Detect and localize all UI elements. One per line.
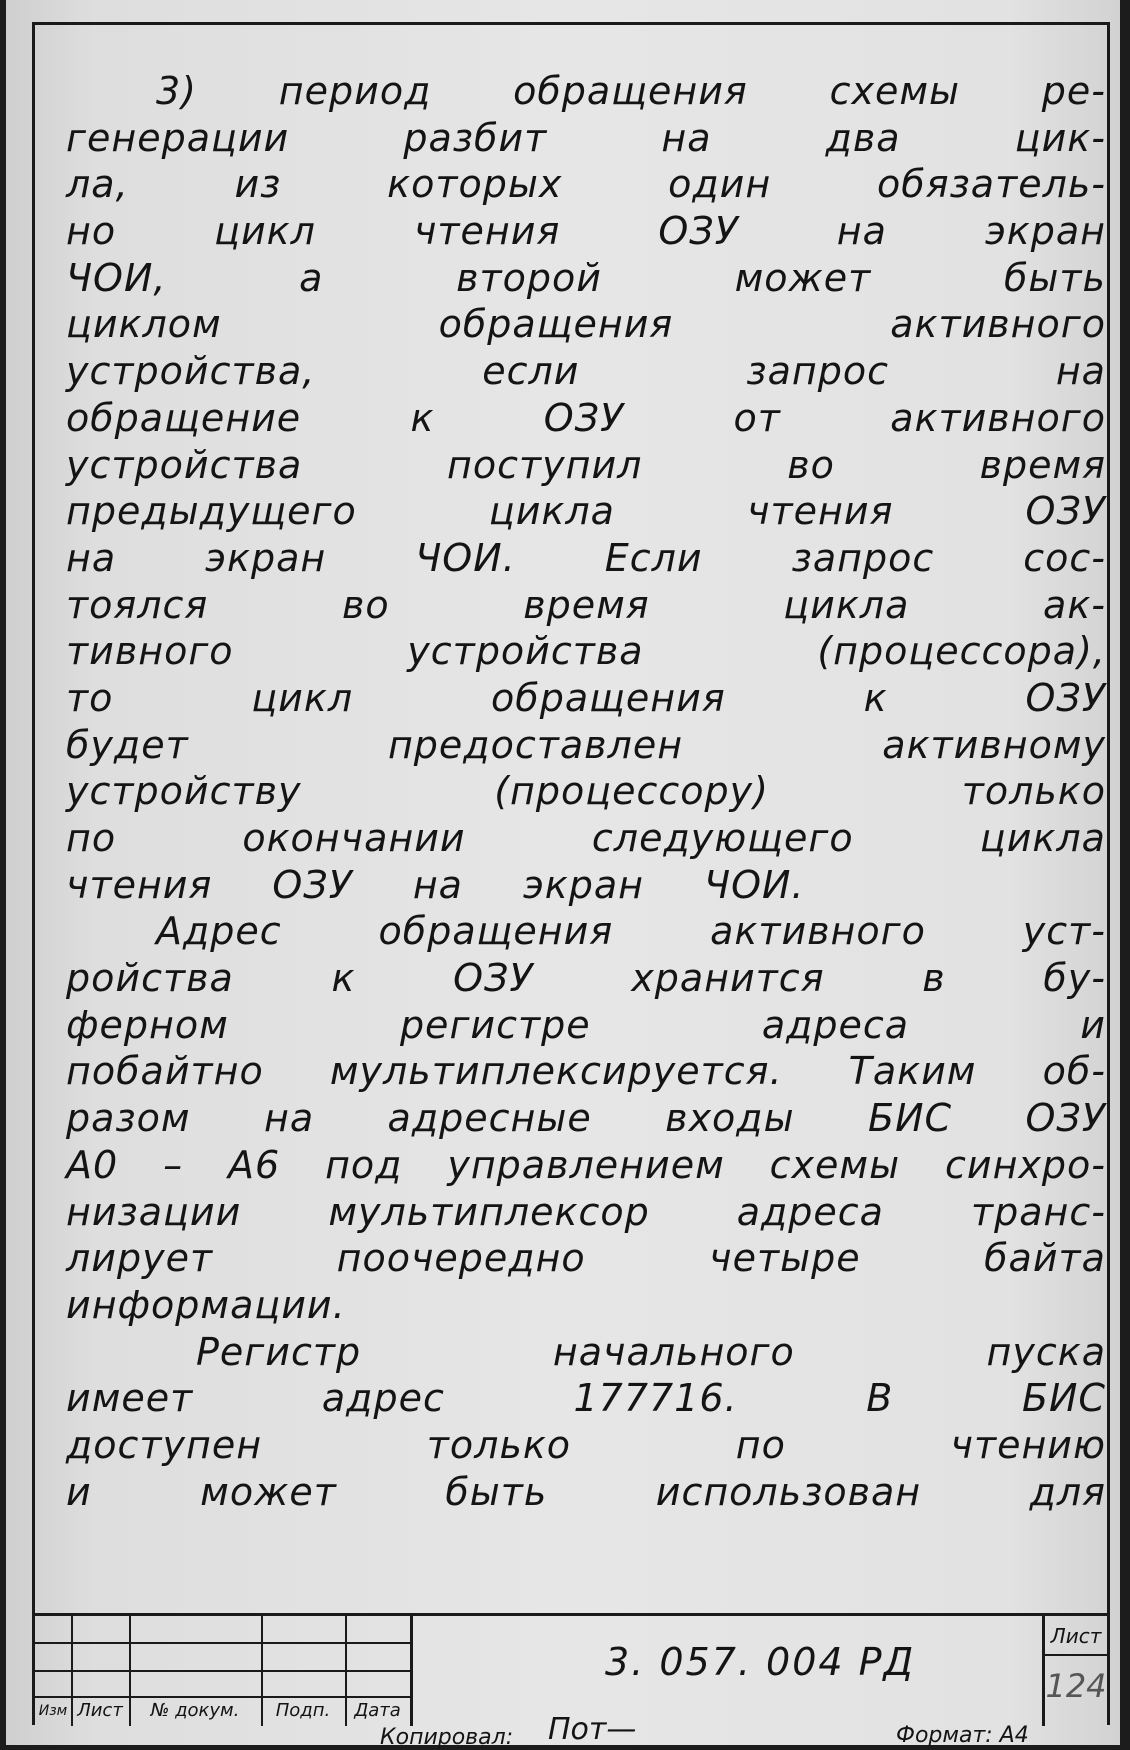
text-word: к: [863, 675, 888, 720]
text-word: чтения: [413, 209, 561, 254]
text-word: ОЗУ: [1025, 1096, 1106, 1141]
text-word: по: [66, 816, 117, 860]
text-line: [66, 1142, 1106, 1189]
text-word: 177716.: [573, 1376, 738, 1421]
text-word: тоялся: [66, 582, 209, 627]
text-word: устройства: [66, 442, 303, 487]
text-line: [66, 1282, 1106, 1329]
text-word: доступен: [66, 1422, 263, 1467]
text-line: [66, 1235, 1106, 1282]
sheet-number-box: [1042, 1616, 1107, 1726]
text-word: экран: [984, 209, 1106, 254]
text-word: ре-: [1041, 69, 1106, 113]
text-word: Таким: [848, 1049, 977, 1094]
text-word: под: [325, 1142, 403, 1187]
text-word: тивного: [66, 629, 234, 674]
text-word: активного: [890, 395, 1106, 440]
text-word: ак-: [1043, 582, 1106, 627]
text-word: но: [66, 209, 117, 254]
text-line: [66, 1422, 1106, 1469]
text-word: информации.: [66, 1282, 346, 1327]
text-word: будет: [66, 722, 189, 767]
text-word: обращение: [66, 395, 302, 440]
text-word: ферном: [66, 1002, 229, 1047]
text-word: В: [866, 1376, 894, 1421]
text-line: [66, 955, 1106, 1002]
text-word: А6: [227, 1142, 281, 1187]
text-line: [66, 628, 1106, 675]
text-word: (процессора),: [817, 629, 1106, 674]
text-word: на: [1055, 349, 1106, 394]
text-word: циклом: [66, 302, 222, 347]
text-line: [66, 675, 1106, 722]
text-word: в: [922, 956, 946, 1001]
text-word: имеет: [66, 1376, 194, 1421]
text-line: [66, 68, 1106, 115]
sheet-number: 124: [1045, 1667, 1107, 1705]
text-word: адрес: [321, 1376, 445, 1421]
stamp-header-signature: Подп.: [275, 1700, 331, 1721]
text-line: [66, 301, 1106, 348]
text-word: обращения: [438, 302, 674, 347]
text-line: [66, 908, 1106, 955]
text-word: мультиплексируется.: [329, 1049, 783, 1094]
text-word: ла,: [66, 162, 129, 207]
text-word: на: [412, 862, 463, 907]
text-word: входы: [665, 1096, 795, 1141]
text-word: синхро-: [944, 1142, 1106, 1187]
text-word: адресные: [387, 1096, 592, 1141]
text-word: время: [523, 582, 650, 627]
text-line: [66, 208, 1106, 255]
text-line: [66, 862, 1106, 909]
text-word: –: [163, 1142, 184, 1187]
text-word: схемы: [769, 1142, 901, 1187]
text-word: предыдущего: [66, 489, 357, 534]
text-word: бу-: [1043, 956, 1106, 1001]
text-word: чтения: [747, 489, 894, 534]
text-word: может: [200, 1469, 337, 1514]
stamp-col-line: [410, 1616, 413, 1726]
stamp-header-date: Дата: [354, 1700, 401, 1721]
text-word: во: [787, 442, 835, 487]
text-word: обращения: [491, 675, 726, 720]
text-word: цикла: [783, 582, 910, 627]
text-line: [66, 161, 1106, 208]
stamp-row-line: [35, 1670, 410, 1672]
stamp-header-sheet: Лист: [77, 1700, 123, 1721]
text-line: [66, 348, 1106, 395]
text-word: ОЗУ: [453, 956, 534, 1001]
text-word: для: [1029, 1469, 1106, 1514]
text-word: начального: [552, 1329, 795, 1374]
text-word: экран: [205, 535, 327, 580]
stamp-header-change: Изм: [38, 1703, 68, 1719]
text-word: Если: [604, 535, 703, 580]
text-word: ройства: [66, 956, 234, 1001]
text-word: цик-: [1014, 115, 1106, 160]
text-line: [66, 768, 1106, 815]
text-word: 3): [156, 69, 198, 113]
text-line: [66, 1095, 1106, 1142]
text-word: из: [234, 162, 282, 207]
text-line: [66, 582, 1106, 629]
text-word: а: [299, 255, 324, 300]
document-code: 3. 057. 004 РД: [605, 1640, 916, 1684]
text-line: [66, 722, 1106, 769]
text-word: мультиплексор: [328, 1189, 650, 1234]
text-word: то: [66, 675, 114, 720]
text-word: и: [1080, 1002, 1106, 1047]
text-word: ОЗУ: [1025, 489, 1106, 534]
text-word: байта: [984, 1236, 1106, 1281]
text-word: по: [735, 1422, 786, 1467]
text-line: [66, 1329, 1106, 1376]
text-word: обязатель-: [877, 162, 1106, 207]
text-word: разбит: [403, 115, 548, 160]
text-word: адреса: [761, 1002, 910, 1047]
text-word: об-: [1042, 1049, 1106, 1094]
text-word: экран: [522, 862, 645, 907]
text-word: ОЗУ: [543, 395, 625, 440]
title-block-stamp: [35, 1613, 1107, 1726]
text-word: ЧОИ,: [66, 255, 167, 300]
text-line: [66, 255, 1106, 302]
text-word: адреса: [736, 1189, 884, 1234]
text-word: если: [482, 349, 580, 394]
text-line: [66, 535, 1106, 582]
format-label: Формат: А4: [896, 1723, 1029, 1748]
text-word: пуска: [986, 1329, 1106, 1374]
text-word: ОЗУ: [1025, 675, 1106, 720]
text-line: [66, 1189, 1106, 1236]
text-word: предоставлен: [387, 722, 684, 767]
text-word: к: [410, 395, 435, 440]
text-word: цикл: [214, 209, 316, 254]
text-word: использован: [655, 1469, 922, 1514]
text-word: один: [668, 162, 772, 207]
text-word: лирует: [66, 1236, 214, 1281]
text-word: от: [733, 395, 781, 440]
text-word: схемы: [829, 69, 960, 113]
text-word: может: [734, 255, 872, 300]
text-word: ЧОИ.: [704, 862, 805, 907]
text-line: [66, 1375, 1106, 1422]
text-word: и: [66, 1469, 92, 1514]
text-word: ОЗУ: [272, 862, 353, 907]
text-word: низации: [66, 1189, 242, 1234]
stamp-header-document-number: № докум.: [150, 1700, 240, 1721]
text-line: [66, 488, 1106, 535]
text-word: поочередно: [336, 1236, 586, 1281]
text-line: [66, 395, 1106, 442]
text-word: ЧОИ.: [415, 535, 516, 580]
text-word: А0: [66, 1142, 119, 1187]
text-word: генерации: [66, 115, 290, 160]
text-word: БИС: [1021, 1376, 1106, 1421]
text-word: цикла: [979, 816, 1106, 860]
text-word: устройства: [407, 629, 644, 674]
text-word: к: [331, 956, 356, 1001]
text-word: устройства,: [66, 349, 316, 394]
text-word: второй: [456, 255, 602, 300]
text-word: на: [836, 209, 887, 254]
text-word: запрос: [746, 349, 889, 394]
text-line: [66, 442, 1106, 489]
text-word: устройству: [66, 769, 302, 814]
handwritten-text-body: [66, 68, 1106, 1515]
text-word: активного: [890, 302, 1106, 347]
text-word: побайтно: [66, 1049, 264, 1094]
text-word: на: [263, 1096, 315, 1141]
copied-by-signature: Пот—: [548, 1712, 637, 1747]
text-word: чтению: [950, 1422, 1106, 1467]
text-word: ОЗУ: [658, 209, 739, 254]
text-word: запрос: [791, 535, 935, 580]
text-word: только: [961, 769, 1106, 814]
text-line: [66, 1002, 1106, 1049]
text-word: быть: [1003, 255, 1106, 300]
text-word: окончании: [242, 816, 466, 860]
text-word: во: [341, 582, 390, 627]
text-word: следующего: [591, 816, 854, 860]
text-word: разом: [66, 1096, 191, 1141]
text-word: быть: [445, 1469, 548, 1514]
text-word: обращения: [513, 69, 748, 113]
text-word: управлением: [447, 1142, 725, 1187]
document-sheet: [6, 0, 1120, 1745]
text-word: два: [825, 115, 901, 160]
text-word: активного: [710, 909, 926, 954]
text-line: [66, 815, 1106, 862]
text-word: на: [66, 535, 117, 580]
text-word: период: [278, 69, 432, 113]
text-word: Регистр: [196, 1329, 362, 1374]
text-line: [66, 1048, 1106, 1095]
text-word: чтения: [66, 862, 213, 907]
text-word: четыре: [709, 1236, 861, 1281]
text-word: которых: [387, 162, 563, 207]
stamp-row-line: [35, 1642, 410, 1644]
text-word: Адрес: [156, 909, 282, 954]
text-word: БИС: [868, 1096, 953, 1141]
text-word: цикла: [488, 489, 615, 534]
copied-by-label: Копировал:: [380, 1725, 514, 1750]
text-word: цикл: [251, 675, 354, 720]
text-line: [66, 1469, 1106, 1516]
text-word: сос-: [1023, 535, 1106, 580]
text-word: время: [979, 442, 1106, 487]
text-word: только: [426, 1422, 572, 1467]
text-word: хранится: [631, 956, 825, 1001]
text-word: уст-: [1022, 909, 1106, 954]
text-word: обращения: [378, 909, 614, 954]
text-word: на: [661, 115, 712, 160]
text-word: активному: [882, 722, 1106, 767]
text-line: [66, 115, 1106, 162]
text-word: регистре: [399, 1002, 591, 1047]
text-word: поступил: [447, 442, 643, 487]
text-word: транс-: [971, 1189, 1106, 1234]
sheet-label: Лист: [1045, 1618, 1107, 1656]
text-word: (процессору): [494, 769, 769, 814]
